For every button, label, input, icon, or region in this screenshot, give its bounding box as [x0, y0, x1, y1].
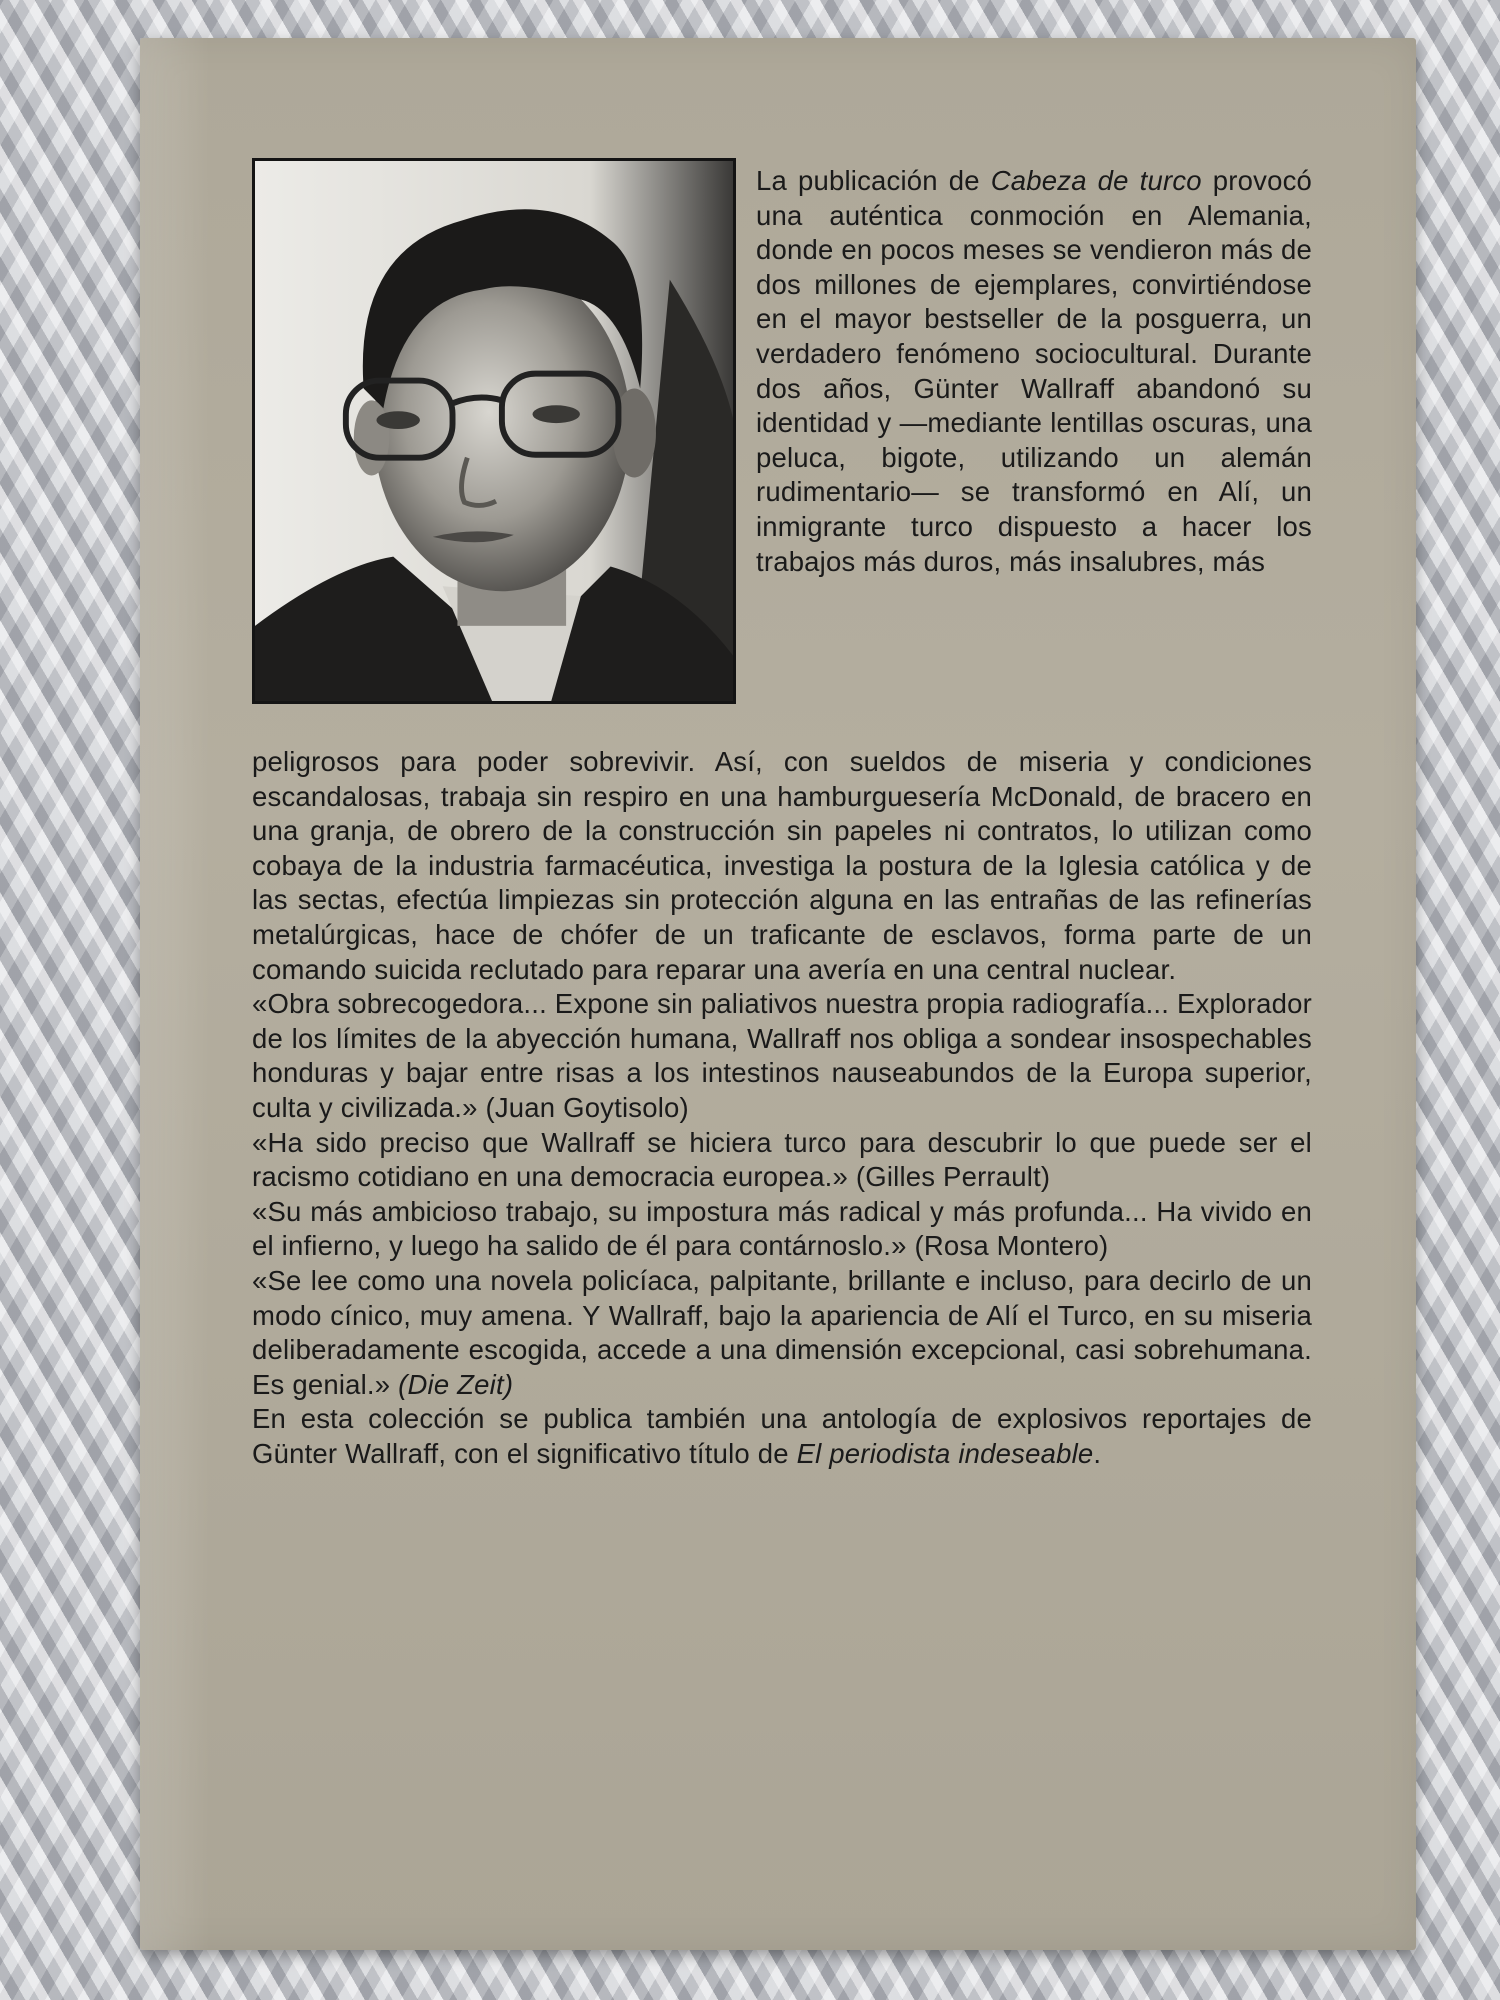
quote-source: (Die Zeit) — [398, 1368, 514, 1400]
intro-body: provocó una auténtica conmoción en Alemania, donde en pocos meses se vendieron más de dos millones de ejemplares, convirtiéndose en el mayor bestseller de la posguerra, un verdadero fenómeno sociocultural. Durante dos años, Günter Wallraff abandonó su identidad y —mediante lentillas oscuras, una peluca, bigote, utilizando un alemán rudimentario— se transformó en Alí, un inmigrante turco dispuesto a hacer los trabajos más duros, más insalubres, más — [756, 165, 1313, 577]
quote-source: (Rosa Montero) — [914, 1230, 1109, 1262]
intro-continuation: peligrosos para poder sobrevivir. Así, con sueldos de miseria y condiciones escandalosas, trabaja sin respiro en una hamburguesería McDonald, de bracero en una granja, de obrero de la construcción sin papeles ni contratos, lo utilizan como cobaya de la industria farmacéutica, investiga la postura de la Iglesia católica y de las sectas, efectúa limpiezas sin protección alguna en las entrañas de las refinerías metalúrgicas, hace de chófer de un traficante de esclavos, forma parte de un comando suicida reclutado para reparar una avería en una central nuclear. — [252, 746, 1312, 985]
intro-lead: La publicación de — [756, 165, 980, 196]
author-portrait-image — [255, 161, 733, 701]
book-title-periodista-indeseable: El periodista indeseable — [796, 1437, 1094, 1469]
closing-period: . — [1093, 1437, 1102, 1469]
book-back-cover — [140, 38, 1416, 1950]
quote-source: (Gilles Perrault) — [855, 1161, 1051, 1193]
quote-perrault — [252, 1126, 1312, 1195]
quote-montero — [252, 1195, 1312, 1264]
quote-text: «Ha sido preciso que Wallraff se hiciera turco para descubrir lo que puede ser el racismo cotidiano en una democracia europea.» — [252, 1126, 1312, 1193]
book-title-cabeza-de-turco: Cabeza de turco — [990, 165, 1202, 196]
author-photo — [252, 158, 736, 704]
cover-glare — [140, 38, 210, 1950]
quote-die-zeit — [252, 1264, 1312, 1402]
quote-text: «Obra sobrecogedora... Expone sin paliativos nuestra propia radiografía... Explorador de los límites de la abyección humana, Wallraff nos obliga a sondear insospechables honduras y bajar entre risas a los intestinos nauseabundos de la Europa superior, culta y civilizada.» — [252, 988, 1312, 1123]
quote-text: «Se lee como una novela policíaca, palpitante, brillante e incluso, para decirlo de un modo cínico, muy amena. Y Wallraff, bajo la apariencia de Alí el Turco, en su miseria deliberadamente escogida, accede a una dimensión excepcional, casi sobrehumana. Es genial.» — [252, 1264, 1312, 1400]
intro-text-side — [756, 164, 1312, 579]
closing-paragraph — [252, 1402, 1312, 1471]
closing-text: En esta colección se publica también una antología de explosivos reportajes de Günter Wallraff, con el significativo título de — [252, 1403, 1312, 1469]
quote-source: (Juan Goytisolo) — [485, 1091, 689, 1123]
quote-text: «Su más ambicioso trabajo, su impostura más radical y más profunda... Ha vivido en el infierno, y luego ha salido de él para contárnoslo.» — [252, 1195, 1312, 1262]
main-text — [252, 745, 1312, 1471]
quote-goytisolo — [252, 987, 1312, 1125]
